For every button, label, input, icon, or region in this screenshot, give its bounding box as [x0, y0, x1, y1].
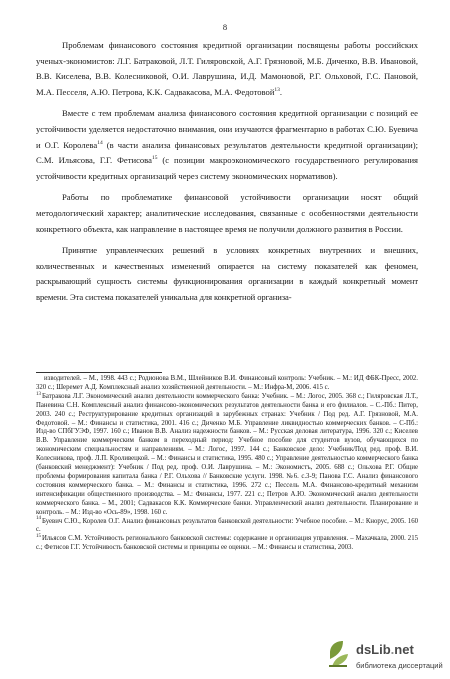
footnote-13	[36, 393, 418, 518]
footnote-ref-15[interactable]: 15	[151, 155, 158, 162]
site-name-main: dsLib	[356, 642, 391, 657]
paragraph-2-tail: (с позиции макроэкономического государственного регулирования устойчивости кредитных организаций через систему экономических нормативов).	[36, 155, 418, 181]
paragraph-1-text: Проблемам финансового состояния кредитной организации посвящены работы российских ученых-экономистов: Л.Г. Батраковой, Л.Т. Гиляровской, А.Г. Грязновой, М.Б. Диченко, В.В. Ивановой, В.В. Киселева, В.В. Колесниковой, О.И. Лаврушина, И.Д. Мамоновой, Р.Г. Ольховой, Г.С. Пановой, М.А. Песселя, А.Ю. Петрова, К.К. Садвакасова, М.А. Федотовой	[36, 40, 418, 97]
page-number: 8	[222, 22, 228, 32]
footnote-number: 14	[36, 516, 41, 522]
dslib-caption: библиотека диссертаций	[356, 661, 443, 670]
paragraph-1-tail: .	[279, 86, 283, 97]
paragraph-2	[36, 106, 418, 184]
dslib-site-name	[356, 642, 414, 657]
paragraph-3: Работы по проблематике финансовой устойчивости организации носят общий методологический характер; аналитические исследования, связанные с особенностями деятельности конкретного объекта, как направление в настоящее время не получили должного развития в России.	[36, 192, 418, 234]
footnotes	[36, 375, 418, 553]
footnote-ref-14[interactable]: 14	[97, 139, 103, 146]
footnote-text: Батракова Л.Г. Экономический анализ деятельности коммерческого банка: Учебник. – М.: Логос, 2005. 368 с.; Гиляровская Л.Т., Паневина С.Н. Комплексный анализ финансово-экономических результатов деятельности банка и его филиалов. – С.-Пб.: Питер, 2003. 240 с.; Реструктурирование кредитных организаций в зарубежных странах: Учебник / Под ред. А.Г. Грязновой, М.А. Федотовой. – М.: Финансы и статистика, 2001. 416 с.; Диченко М.Б. Управление ликвидностью коммерческих банков. – С-Пб.: Изд-во СПбГУЭФ, 1997. 160 с.; Иванов В.В. Анализ надежности банков. – М.: Русская деловая литература, 1996. 320 с.; Киселев В.В. Управление коммерческим банком в переходный период: Учебное пособие для студентов вузов, обучающихся по экономическим специальностям и направлениям. – М.: Логос, 1997. 144 с.; Банковское дело: Учебник/Под ред. проф. В.И. Колесникова, проф. Л.П. Кроливецкой. – М.: Финансы и статистика, 1995. 480 с.; Управление деятельностью коммерческого банка (банковский менеджмент): Учебник / Под ред. проф. О.И. Лаврушина. – М.: Экономистъ, 2005. 688 с.; Ольхова Р.Г. Общие проблемы формирования капитала банка / Р.Г. Ольхова // Банковские услуги. 1998. №6. с.3-9; Панова Г.С. Анализ финансового состояния коммерческого банка. – М.: Финансы и статистика, 1996. 272 с.; Пессель М.А. Финансово-кредитный механизм интенсификации общественного производства. – М.: Финансы, 1977. 221 с.; Петров А.Ю. Экономический анализ деятельности коммерческого банка. – М., 2001; Садвакасов К.К. Коммерческие банки. Управленческий анализ деятельности. Планирование и контроль. – М.: Изд-во «Ось-89», 1998. 160 с.	[36, 392, 418, 516]
footnote-text: Ильясов С.М. Устойчивость регионального банковской системы: содержание и организация управления. – Махачкала, 2000. 215 с.; Фетисов Г.Г. Устойчивость банковской системы и принципы ее оценки. – М.: Финансы и статистика, 2003.	[36, 535, 418, 552]
footnote-ref-13[interactable]: 13	[274, 86, 280, 93]
footnote-14	[36, 518, 418, 536]
main-text	[36, 38, 418, 312]
paragraph-2-mid: (в части анализа финансовых результатов деятельности кредитной организации); С.М. Ильясова, Г.Г. Фетисова	[36, 139, 419, 166]
paragraph-4: Принятие управленческих решений в условиях конкретных внутренних и внешних, количественных и качественных изменений опирается на систему показателей как феномен, раскрывающий сущность системы функционирования организации в каждый конкретный момент времени. Эта система показателей уникальна для конкретной организа-	[36, 245, 418, 302]
dslib-logo-icon	[326, 639, 352, 669]
footnote-15	[36, 535, 418, 553]
footnote-number: 13	[36, 391, 41, 397]
footnote-continuation: изводителей. – М., 1998. 443 с.; Родионова В.М., Шлейников В.И. Финансовый контроль: Учебник. – М.: ИД ФБК-Пресс, 2002. 320 с.; Шеремет А.Д. Комплексный анализ хозяйственной деятельности. – М.: Инфра-М, 2006. 415 с.	[36, 375, 418, 391]
footnote-number: 15	[36, 534, 41, 540]
dslib-watermark[interactable]	[326, 639, 448, 677]
site-name-dot: .	[390, 642, 395, 657]
site-name-tld: net	[394, 642, 414, 657]
paragraph-1	[36, 38, 418, 100]
footnote-text: Буевич С.Ю., Королев О.Г. Анализ финансовых результатов банковской деятельности: Учебное пособие. – М.: Кнорус, 2005. 160 с.	[36, 517, 418, 534]
footnote-divider	[36, 372, 162, 373]
paragraph-2-text: Вместе с тем проблемам анализа финансового состояния кредитной организации с позиций ее устойчивости уделяется недостаточно внимания, они изучаются фрагментарно в работах С.Ю. Буевича и О.Г. Королева	[36, 108, 418, 150]
